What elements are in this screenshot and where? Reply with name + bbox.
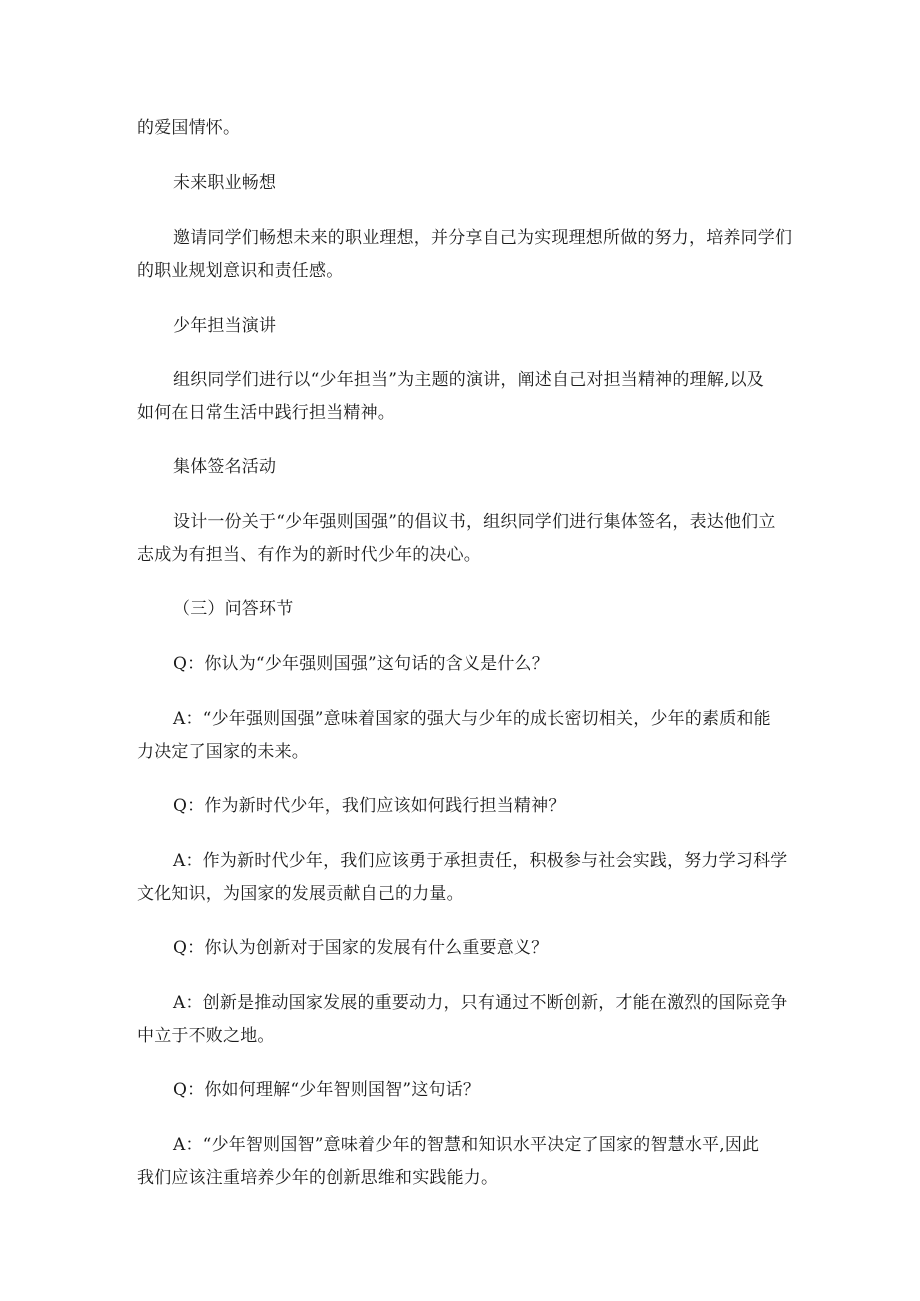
qa-question: Q：你认为“少年强则国强”这句话的含义是什么？ (173, 654, 549, 674)
qa-answer-line1: A：“少年智则国智”意味着少年的智慧和知识水平决定了国家的智慧水平,因此 (173, 1135, 760, 1155)
qa-answer-line2: 文化知识，为国家的发展贡献自己的力量。 (137, 884, 464, 904)
qa-answer-line2: 中立于不败之地。 (137, 1026, 275, 1046)
qa-question: Q：你认为创新对于国家的发展有什么重要意义？ (173, 938, 549, 958)
qa-answer-line2: 力决定了国家的未来。 (137, 742, 309, 762)
qa-answer-line2: 我们应该注重培养少年的创新思维和实践能力。 (137, 1168, 499, 1188)
paragraph-career-line1: 邀请同学们畅想未来的职业理想，并分享自己为实现理想所做的努力，培养同学们 (173, 228, 793, 248)
qa-answer-line1: A：作为新时代少年，我们应该勇于承担责任，积极参与社会实践，努力学习科学 (173, 851, 788, 871)
qa-question: Q：作为新时代少年，我们应该如何践行担当精神？ (173, 796, 566, 816)
paragraph-speech-line2: 如何在日常生活中践行担当精神。 (137, 403, 395, 423)
heading-speech: 少年担当演讲 (173, 316, 277, 336)
paragraph-signing-line2: 志成为有担当、有作为的新时代少年的决心。 (137, 545, 481, 565)
heading-signing: 集体签名活动 (173, 457, 277, 477)
paragraph-career-line2: 的职业规划意识和责任感。 (137, 261, 344, 281)
paragraph-speech-line1: 组织同学们进行以“少年担当”为主题的演讲，阐述自己对担当精神的理解,以及 (173, 370, 764, 390)
heading-qa: （三）问答环节 (173, 599, 294, 619)
paragraph-signing-line1: 设计一份关于“少年强则国强”的倡议书，组织同学们进行集体签名，表达他们立 (173, 512, 776, 532)
qa-answer-line1: A：创新是推动国家发展的重要动力，只有通过不断创新，才能在激烈的国际竞争 (173, 993, 788, 1013)
qa-question: Q：你如何理解“少年智则国智”这句话？ (173, 1080, 481, 1100)
qa-answer-line1: A：“少年强则国强”意味着国家的强大与少年的成长密切相关，少年的素质和能 (173, 709, 771, 729)
heading-career: 未来职业畅想 (173, 173, 277, 193)
paragraph-continuation: 的爱国情怀。 (137, 118, 241, 138)
